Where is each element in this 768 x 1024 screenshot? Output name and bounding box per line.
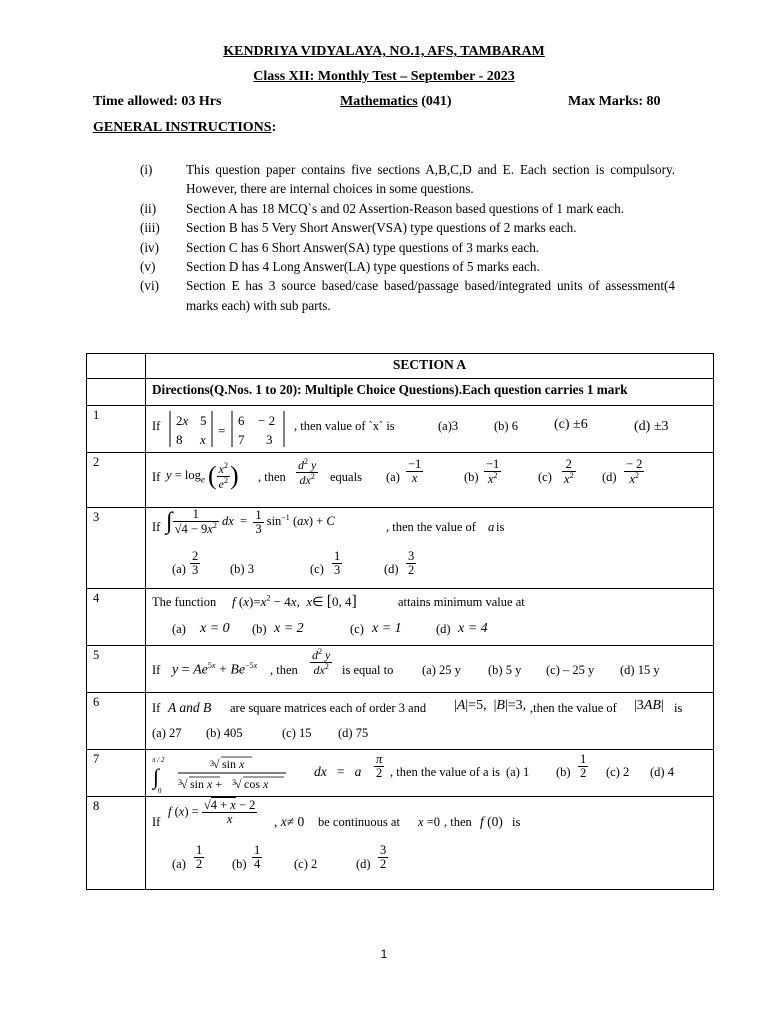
instruction-text: Section B has 5 Very Short Answer(VSA) type questions of 2 marks each. [186,220,577,236]
q4-option-a: (a) [172,622,186,636]
q2-option-b-value: $\frac{-1}{x^2}$ [486,457,500,487]
question-number: 2 [87,453,146,508]
q2-option-d: (d) [602,470,617,484]
q7-tail: , then the value of a is [390,765,501,779]
svg-text:− 2: − 2 [258,413,276,428]
q7-option-d: (d) 4 [650,765,674,779]
instruction-item [140,160,675,199]
instruction-num: (iii) [140,220,160,236]
instruction-text: Section D has 4 Long Answer(LA) type questions of 5 marks each. [186,259,540,275]
instruction-item [140,218,675,237]
instructions-colon: : [271,120,277,135]
q8-option-d-value: $\frac{3}{2}$ [380,843,387,872]
q4-option-d: (d) [436,622,451,636]
q8-option-a-value: $\frac{1}{2}$ [196,843,203,872]
q1-option-a: (a)3 [438,419,459,433]
question-7 [146,750,714,797]
question-row [87,508,714,589]
question-number: 5 [87,646,146,693]
instruction-item [140,276,675,315]
instruction-num: (v) [140,259,156,275]
q2-option-a-value: $\frac{-1}{x}$ [408,457,422,486]
subject-name: Mathematics [340,94,418,109]
q4-option-c-value: x = 1 [372,621,402,636]
q6-mid: are square matrices each of order 3 and [230,701,427,715]
question-row [87,750,714,797]
q5-option-d: (d) 15 y [620,663,660,677]
q3-option-d-value: $\frac{3}{2}$ [408,549,415,578]
q3-option-d: (d) [384,562,399,576]
q7-dx: dx = a [314,764,362,779]
instruction-text: This question paper contains five sections A,B,C,D and E. Each section is compulsory. However, there are internal choices in some questions. [186,162,675,197]
q1-option-b: (b) 6 [494,419,518,433]
q2-if: If [152,470,161,484]
svg-text:3: 3 [266,432,273,447]
q6-is: is [674,701,683,715]
q5-option-a: (a) 25 y [422,663,461,677]
q2-equals: equals [330,470,362,484]
question-1 [146,406,714,453]
test-title-text: Class XII: Monthly Test – September - 2023 [253,69,515,84]
q2-option-c-value: $\frac{2}{x^2}$ [564,457,574,487]
svg-text:6: 6 [238,413,245,428]
q5-derivative: $\frac{d^2 y}{dx^2}$ [312,647,331,677]
question-number: 3 [87,508,146,589]
svg-text:cos x: cos x [244,777,269,791]
q5-option-c: (c) – 25 y [546,663,595,677]
q1-if: If [152,419,161,433]
q1-option-c: (c) ±6 [554,417,588,432]
q7-option-b: (b) [556,765,571,779]
instructions-list [140,160,675,315]
svg-text:√: √ [181,777,188,791]
question-6 [146,693,714,750]
page-number: 1 [380,947,388,961]
q6-if: If [152,701,161,715]
question-number: 8 [87,797,146,890]
max-marks: Max Marks: 80 [568,94,661,109]
q8-f0: f (0) [480,814,503,829]
q8-cont: be continuous at [318,815,400,829]
q5-is-equal: is equal to [342,663,394,677]
question-row [87,453,714,508]
q4-option-a-value: x = 0 [200,621,230,636]
q4-option-d-value: x = 4 [458,621,488,636]
directions-row [87,379,714,406]
section-a-table [86,353,714,890]
q1-option-d: (d) ±3 [634,419,669,434]
q6-expression: |3AB| [634,698,664,713]
q3-option-c: (c) [310,562,324,576]
q1-determinants [166,409,296,449]
q8-option-c: (c) 2 [294,857,318,871]
instruction-num: (vi) [140,278,160,294]
q4-option-b: (b) [252,622,267,636]
instruction-item [140,238,675,257]
question-row [87,646,714,693]
question-number: 6 [87,693,146,750]
q4-option-c: (c) [350,622,364,636]
svg-text:8: 8 [176,432,183,447]
svg-text:0: 0 [158,787,162,794]
question-row [87,406,714,453]
q6-option-c: (c) 15 [282,726,312,740]
q4-function: f $(x)=x^2 - 4x$, x∈ [0, 4] [232,593,357,610]
instruction-text: Section E has 3 source based/case based/passage based/integrated units of assessment(4 marks each) with sub parts. [186,278,675,313]
q6-option-b: (b) 405 [206,726,243,740]
q6-option-a: (a) 27 [152,726,182,740]
q7-option-c: (c) 2 [606,765,630,779]
instructions-heading [93,120,276,136]
q7-pi-over-2: $\frac{\pi}{2}$ [376,752,383,781]
svg-text:3: 3 [210,759,214,768]
question-5 [146,646,714,693]
q6-matrices: A and B [168,700,212,715]
q3-option-a-value: $\frac{2}{3}$ [192,549,199,578]
subject-code: (041) [421,94,452,109]
q8-condition: , x≠ 0 [274,814,305,829]
instruction-item [140,199,675,218]
section-title-row [87,354,714,379]
q2-option-c: (c) [538,470,552,484]
subject [340,94,452,110]
question-3 [146,508,714,589]
school-name: KENDRIYA VIDYALAYA, NO.1, AFS, TAMBARAM [223,44,545,59]
test-title [0,69,768,85]
svg-text:3: 3 [178,778,182,787]
svg-text:=: = [218,423,226,438]
q8-option-b-value: $\frac{1}{4}$ [254,843,261,872]
q6-values: |A|=5, |B|=3, [454,698,527,713]
q3-option-a: (a) [172,562,186,576]
svg-text:π / 2: π / 2 [152,756,165,764]
q3-integral: ∫ $\frac{1}{√4 - 9x^2}$ dx = $\frac{1}{3}$ $\sin^{-1} (ax) + C$ [166,507,335,537]
svg-text:sin x: sin x [222,757,245,771]
question-row [87,797,714,890]
q8-option-a: (a) [172,857,186,871]
question-4 [146,589,714,646]
q2-derivative: $\frac{d^2 y}{dx^2}$ [298,457,317,487]
q6-option-d: (d) 75 [338,726,369,740]
question-row [87,589,714,646]
question-row [87,693,714,750]
q2-equation: $y = \log_e$ ( $\frac{x^2}{e^2}$ ) [166,460,239,491]
svg-text:x: x [200,432,206,447]
q4-tail: attains minimum value at [398,595,525,609]
q6-then: ,then the value of [530,701,617,715]
instruction-num: (ii) [140,200,157,216]
q2-option-a: (a) [386,470,400,484]
q7-option-b-value: $\frac{1}{2}$ [580,752,587,781]
q5-option-b: (b) 5 y [488,663,522,677]
q3-if: If [152,520,161,534]
q7-option-a: (a) 1 [506,765,530,779]
instructions-title: GENERAL INSTRUCTIONS [93,120,272,135]
q3-option-b: (b) 3 [230,562,254,576]
q4-lead: The function [152,595,217,609]
time-allowed: Time allowed: 03 Hrs [93,94,222,109]
q2-then: , then [258,470,286,484]
question-number: 1 [87,406,146,453]
instruction-num: (i) [140,162,153,177]
q8-function: f (x) = $\frac{√4 + x - 2}{x}$ [168,798,256,827]
q5-equation: $y = Ae^{5x} + Be^{-5x}$ [172,661,258,678]
section-title: SECTION A [146,354,714,379]
q5-if: If [152,663,161,677]
question-number: 4 [87,589,146,646]
svg-text:3: 3 [232,778,236,787]
q8-point: x =0 [418,815,440,829]
q2-option-b: (b) [464,470,479,484]
q8-option-d: (d) [356,857,371,871]
q3-tail: , then the value of [386,520,476,534]
q8-if: If [152,815,161,829]
q3-option-c-value: $\frac{1}{3}$ [334,549,341,578]
q1-tail: , then value of `x` is [294,419,395,433]
q3-variable: a [488,520,495,534]
svg-text:5: 5 [200,413,207,428]
instruction-item [140,257,675,276]
q2-option-d-value: $\frac{- 2}{x^2}$ [626,457,643,487]
question-number: 7 [87,750,146,797]
svg-text:7: 7 [238,432,245,447]
svg-text:sin x +: sin x + [190,777,223,791]
question-2 [146,453,714,508]
q5-then: , then [270,663,298,677]
q8-is: is [512,815,521,829]
instruction-text: Section A has 18 MCQ`s and 02 Assertion-Reason based questions of 1 mark each. [186,200,625,216]
instruction-text: Section C has 6 Short Answer(SA) type questions of 3 marks each. [186,239,540,255]
svg-text:∫: ∫ [153,764,160,789]
svg-text:√: √ [213,757,220,771]
svg-text:2x: 2x [176,413,189,428]
q3-is: is [496,520,505,534]
instruction-num: (iv) [140,239,160,255]
svg-text:√: √ [235,777,242,791]
q8-then: , then [444,815,472,829]
q7-integral [150,752,310,794]
q8-option-b: (b) [232,857,247,871]
directions: Directions(Q.Nos. 1 to 20): Multiple Choice Questions).Each question carries 1 mark [146,379,714,406]
question-8 [146,797,714,890]
q4-option-b-value: x = 2 [274,621,304,636]
